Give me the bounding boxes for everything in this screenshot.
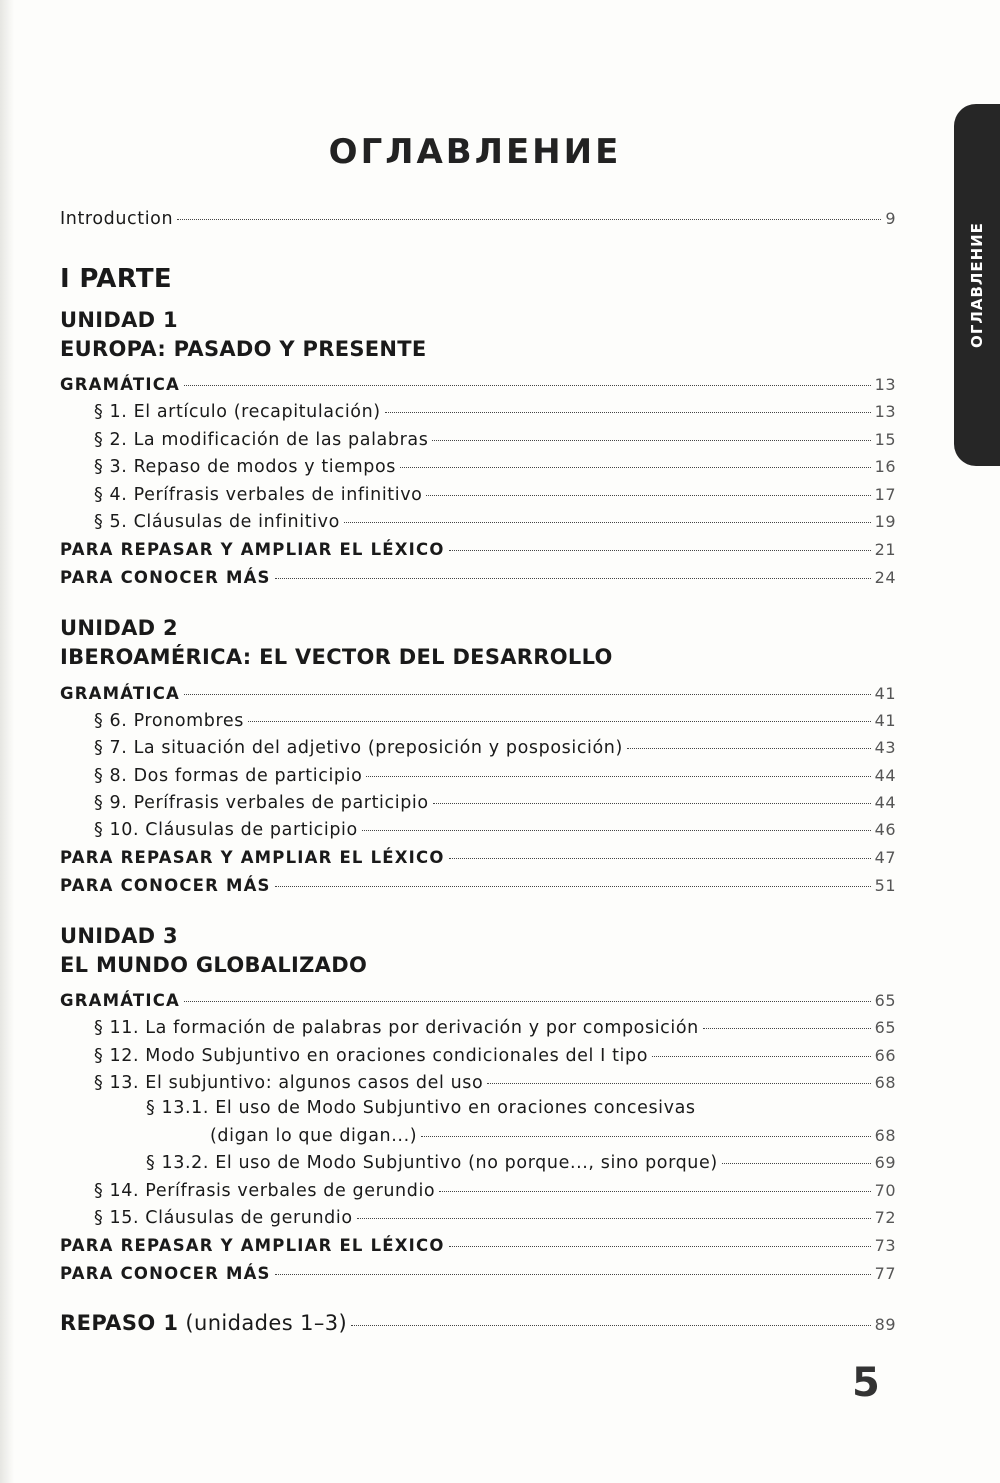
toc-entry-subsection[interactable]: § 13.2. El uso de Modo Subjuntivo (no porque..., sino porque) 69 — [146, 1153, 896, 1173]
unit-heading: UNIDAD 2 — [60, 616, 178, 640]
page-number: 5 — [852, 1360, 880, 1406]
toc-entry-section[interactable]: § 12. Modo Subjuntivo en oraciones condicionales del I tipo 66 — [94, 1046, 896, 1066]
repaso-range: (unidades 1–3) — [178, 1311, 348, 1335]
toc-entry-section[interactable]: § 13. El subjuntivo: algunos casos del uso 68 — [94, 1073, 896, 1093]
toc-entry-section[interactable]: § 4. Perífrasis verbales de infinitivo 17 — [94, 485, 896, 505]
toc-entry-subsection[interactable]: (digan lo que digan...) 68 — [210, 1126, 896, 1146]
toc-entry-lexico[interactable]: PARA REPASAR Y AMPLIAR EL LÉXICO 73 — [60, 1236, 896, 1255]
unit-subtitle: IBEROAMÉRICA: EL VECTOR DEL DESARROLLO — [60, 645, 613, 669]
page-title: ОГЛАВЛЕНИЕ — [328, 132, 622, 172]
toc-entry-introduction[interactable]: Introduction 9 — [60, 209, 896, 229]
toc-entry-section[interactable]: § 5. Cláusulas de infinitivo 19 — [94, 512, 896, 532]
side-section-tab — [954, 104, 1000, 466]
toc-entry-section[interactable]: § 11. La formación de palabras por derivación y por composición 65 — [94, 1018, 896, 1038]
repaso-label: REPASO 1 — [60, 1311, 179, 1335]
page-gutter-shadow — [0, 0, 14, 1483]
unit-subtitle: EL MUNDO GLOBALIZADO — [60, 953, 368, 977]
unit-heading: UNIDAD 1 — [60, 308, 178, 332]
side-tab-label: ОГЛАВЛЕНИЕ — [968, 222, 986, 348]
toc-entry-lexico[interactable]: PARA REPASAR Y AMPLIAR EL LÉXICO 21 — [60, 540, 896, 559]
toc-entry-section[interactable]: § 1. El artículo (recapitulación) 13 — [94, 402, 896, 422]
unit-subtitle: EUROPA: PASADO Y PRESENTE — [60, 337, 427, 361]
toc-entry-section[interactable]: § 15. Cláusulas de gerundio 72 — [94, 1208, 896, 1228]
unit-heading: UNIDAD 3 — [60, 924, 178, 948]
toc-entry-section[interactable]: § 6. Pronombres 41 — [94, 711, 896, 731]
toc-entry-gramatica[interactable]: GRAMÁTICA 13 — [60, 375, 896, 394]
toc-entry-section[interactable]: § 3. Repaso de modos y tiempos 16 — [94, 457, 896, 477]
toc-entry-gramatica[interactable]: GRAMÁTICA 65 — [60, 991, 896, 1010]
toc-entry-conocer-mas[interactable]: PARA CONOCER MÁS 24 — [60, 568, 896, 587]
toc-entry-section[interactable]: § 9. Perífrasis verbales de participio 44 — [94, 793, 896, 813]
toc-entry-repaso[interactable]: REPASO 1 (unidades 1–3) 89 — [60, 1311, 896, 1335]
toc-entry-lexico[interactable]: PARA REPASAR Y AMPLIAR EL LÉXICO 47 — [60, 848, 896, 867]
toc-entry-section[interactable]: § 7. La situación del adjetivo (preposición y posposición) 43 — [94, 738, 896, 758]
toc-entry-section[interactable]: § 8. Dos formas de participio 44 — [94, 766, 896, 786]
toc-entry-section[interactable]: § 10. Cláusulas de participio 46 — [94, 820, 896, 840]
toc-entry-conocer-mas[interactable]: PARA CONOCER MÁS 51 — [60, 876, 896, 895]
toc-entry-conocer-mas[interactable]: PARA CONOCER MÁS 77 — [60, 1264, 896, 1283]
toc-entry-gramatica[interactable]: GRAMÁTICA 41 — [60, 684, 896, 703]
toc-entry-section[interactable]: § 2. La modificación de las palabras 15 — [94, 430, 896, 450]
part-heading: I PARTE — [60, 264, 172, 294]
toc-entry-section[interactable]: § 14. Perífrasis verbales de gerundio 70 — [94, 1181, 896, 1201]
toc-subsection-line[interactable]: § 13.1. El uso de Modo Subjuntivo en oraciones concesivas — [146, 1098, 696, 1118]
